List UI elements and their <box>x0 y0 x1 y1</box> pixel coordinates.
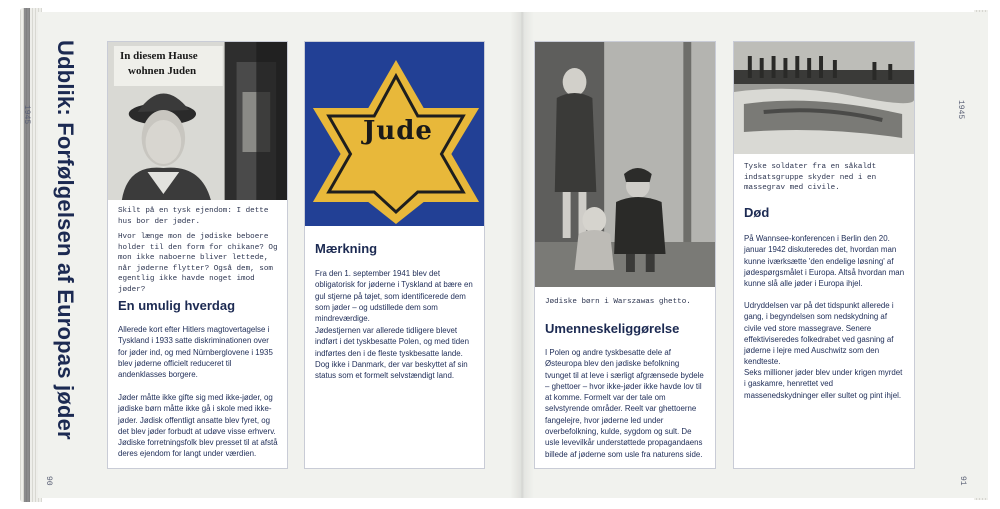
paragraph: Allerede kort efter Hitlers magtovertagelse i Tyskland i 1933 satte diskriminationen over for jøder ind, og med Nürnberglovene i 1935 blev jøderne officielt reduceret til andenklasses borgere. <box>118 325 273 380</box>
section-heading: Umenneskeliggørelse <box>545 321 680 336</box>
card-maerkning <box>304 41 485 469</box>
photo-yellow-star <box>305 42 484 226</box>
section-heading: En umulig hverdag <box>118 298 236 313</box>
paragraph: Jøder måtte ikke gifte sig med ikke-jøder, og jødiske børn måtte ikke gå i skole med ikke-jøder. Jødisk offentligt ansatte blev fyret, og det blev jøder forbudt at udøve visse erhverv. Jødiske forretningsfolk blev presset til at afstå deres ejendom for langt under værdien. <box>118 393 278 459</box>
card-umulig-hverdag <box>107 41 288 469</box>
section-heading: Mærkning <box>315 241 378 256</box>
photo-caption: Tyske soldater fra en såkaldt indsatsgruppe skyder ned i en massegrav med civile. <box>744 163 877 193</box>
section-heading: Død <box>744 205 770 220</box>
card-umenneskeliggorelse <box>534 41 716 469</box>
photo-woman-with-sign <box>108 42 287 200</box>
photo-mass-grave <box>734 42 914 154</box>
sign-text: In diesem Hause wohnen Juden <box>120 50 198 77</box>
paragraph: Fra den 1. september 1941 blev det obligatorisk for jøderne i Tyskland at bære en gul stjerne på tøjet, som identificerede dem som jøder – og udstillede dem som mindreværdige. <box>315 269 473 324</box>
star-text: Jude <box>363 116 433 146</box>
reflection-question: Hvor længe mon de jødiske beboere holder til den form for chikane? Og mon ikke naboerne bliver lettede, når jøderne flytter? Også dem, som egentlig ikke havde noget imod jøder? <box>118 233 278 294</box>
paragraph: Udryddelsen var på det tidspunkt allerede i gang, i begyndelsen som nedskydning af civile ved store massegrave. Senere effektiviseredes folkedrabet ved gasning af jøderne i lejre med Auschwitz som den kendteste. <box>744 301 894 367</box>
paragraph: Seks millioner jøder blev under krigen myrdet i gaskamre, henrettet ved massenedskydninger eller sultet og pint ihjel. <box>744 368 903 400</box>
chapter-title: Udblik: Forfølgelsen af Europas jøder <box>53 40 78 440</box>
card-dod <box>733 41 915 469</box>
year-marker-right: 1945 <box>956 100 965 120</box>
photo-caption: Skilt på en tysk ejendom: I dette hus bor der jøder. <box>118 207 269 226</box>
photo-caption: Jødiske børn i Warszawas ghetto. <box>545 298 691 306</box>
page-number-right: 91 <box>958 476 967 486</box>
page-number-left: 90 <box>44 476 53 486</box>
paragraph: I Polen og andre tyskbesatte dele af Østeuropa blev den jødiske befolkning tvunget til at leve i særligt afgrænsede bydele – ghettoer – hvor ikke-jøder ikke havde lov til at komme. Formelt var der tale om selvstyrende områder. Reelt var ghettoerne fangelejre, hvor jøderne led under overbefolkning, kulde, sygdom og sult. De usle levevilkår understøttede propagandaens billede af jøderne som usle fra naturens side. <box>545 348 704 459</box>
year-marker-left: 1945 <box>22 105 31 125</box>
book-spine <box>510 12 534 498</box>
paragraph: Jødestjernen var allerede tidligere blevet indført i det tyskbesatte Polen, og med tiden indførtes den i de fleste tyskbesatte lande. Dog ikke i Danmark, der var beskyttet af sin status som et formelt selvstændigt land. <box>315 326 469 381</box>
paragraph: På Wannsee-konferencen i Berlin den 20. januar 1942 diskuteredes det, hvordan man kunne iværksætte 'den endelige løsning' af jødespørgsmålet i Europa. Altså hvordan man kunne slå alle jøder i Europa ihjel. <box>744 234 905 289</box>
photo-ghetto-children <box>535 42 715 287</box>
